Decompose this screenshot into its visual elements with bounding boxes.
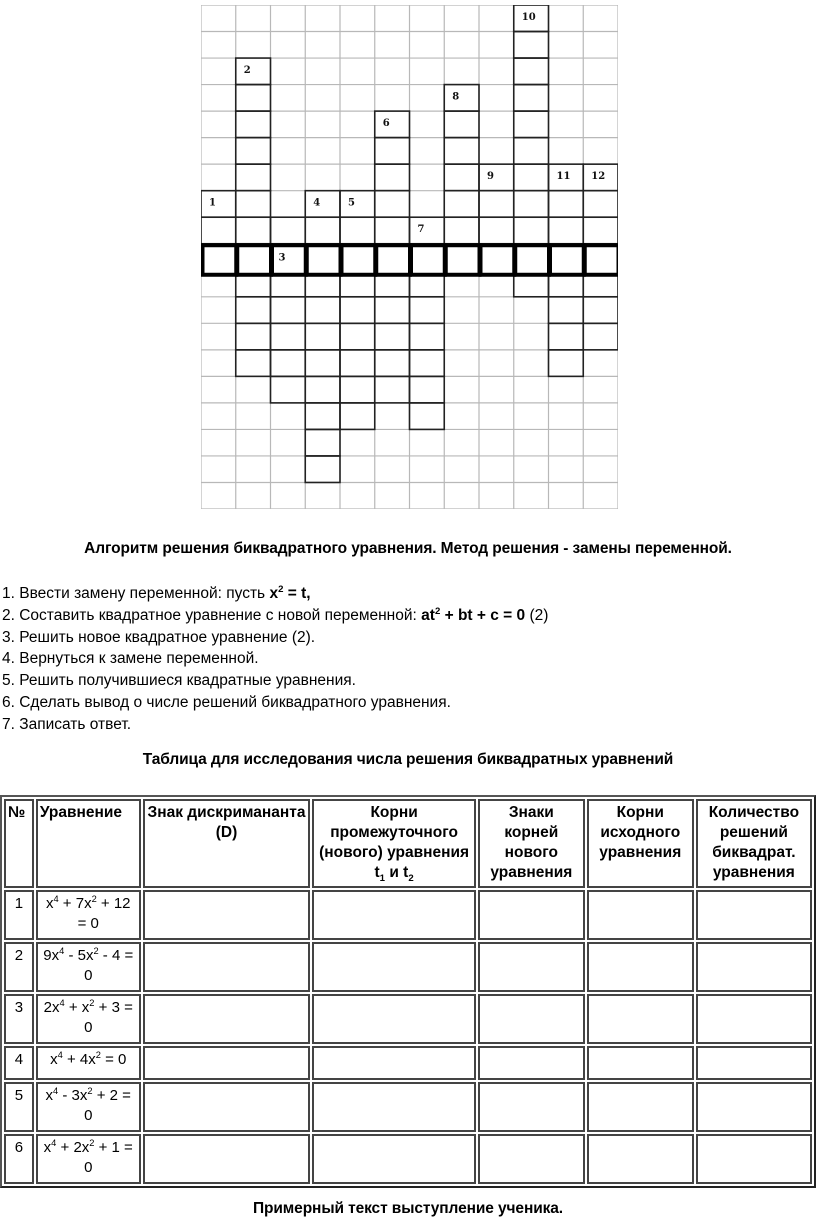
crossword-cell[interactable]: [410, 297, 445, 324]
crossword-cell[interactable]: [375, 297, 410, 324]
crossword-cell[interactable]: [549, 217, 584, 244]
cell-discriminant-sign[interactable]: [143, 890, 311, 940]
algorithm-step: 7. Записать ответ.: [2, 715, 132, 733]
cell-discriminant-sign[interactable]: [143, 942, 311, 992]
cell-original-roots[interactable]: [587, 994, 694, 1044]
crossword-cell[interactable]: [271, 350, 306, 377]
algorithm-step: 2. Составить квадратное уравнение с новой переменной: $at^2$ + bt + c = 0 (2): [2, 605, 549, 624]
crossword-cell[interactable]: [375, 217, 410, 244]
crossword-cell[interactable]: [444, 191, 479, 218]
header-root-signs: Знаки корней нового уравнения: [478, 799, 585, 888]
keyword-cell[interactable]: [272, 245, 306, 275]
cell-intermediate-roots[interactable]: [312, 1134, 476, 1184]
crossword-cell[interactable]: [305, 191, 340, 218]
crossword-cell[interactable]: [375, 376, 410, 403]
row-number: 1: [4, 890, 34, 940]
crossword-cell[interactable]: [444, 138, 479, 165]
cell-root-signs[interactable]: [478, 994, 585, 1044]
algorithm-step: 4. Вернуться к замене переменной.: [2, 650, 259, 668]
crossword-cell[interactable]: [340, 350, 375, 377]
crossword-cell[interactable]: [340, 403, 375, 430]
clue-number: 9: [487, 171, 494, 183]
algorithm-step: 1. Ввести замену переменной: пусть $x^2 = t$,: [2, 583, 311, 602]
crossword-cell[interactable]: [444, 85, 479, 112]
crossword-cell[interactable]: [375, 350, 410, 377]
crossword-cell[interactable]: [236, 58, 271, 85]
crossword-cell[interactable]: [236, 191, 271, 218]
table-row: [4, 1046, 812, 1080]
crossword-cell[interactable]: [410, 376, 445, 403]
header-intermediate-roots: Корни промежуточного (нового) уравнения $t_1$ и $t_2$: [312, 799, 476, 888]
crossword-cell[interactable]: [410, 217, 445, 244]
crossword-cell[interactable]: [444, 217, 479, 244]
cell-discriminant-sign[interactable]: [143, 1134, 311, 1184]
keyword-cell[interactable]: [237, 245, 271, 275]
cell-discriminant-sign[interactable]: [143, 994, 311, 1044]
cell-root-signs[interactable]: [478, 1046, 585, 1080]
crossword-cell[interactable]: [479, 164, 514, 191]
header-solution-count: Количество решений биквадрат. уравнения: [696, 799, 812, 888]
table-row: [4, 890, 812, 940]
cell-intermediate-roots[interactable]: [312, 942, 476, 992]
clue-number: 12: [591, 171, 606, 183]
crossword-cell[interactable]: [340, 191, 375, 218]
crossword-cell[interactable]: [305, 323, 340, 350]
crossword-cell[interactable]: [549, 350, 584, 377]
algorithm-step: 6. Сделать вывод о числе решений биквадратного уравнения.: [2, 693, 451, 711]
crossword-cell[interactable]: [305, 429, 340, 456]
header-original-roots: Корни исходного уравнения: [587, 799, 694, 888]
keyword-cell[interactable]: [446, 245, 480, 275]
crossword-cell[interactable]: [236, 217, 271, 244]
crossword-cell[interactable]: [201, 217, 236, 244]
crossword-cell[interactable]: [444, 164, 479, 191]
crossword-cell[interactable]: [410, 323, 445, 350]
cell-solution-count[interactable]: [696, 890, 812, 940]
speech-title: Примерный текст выступление ученика.: [252, 1200, 564, 1217]
clue-number: 3: [278, 252, 286, 264]
clue-number: 2: [243, 65, 251, 77]
row-number: 6: [4, 1134, 34, 1184]
cell-solution-count[interactable]: [696, 1046, 812, 1080]
keyword-cell[interactable]: [585, 245, 618, 275]
clue-number: 6: [382, 118, 390, 130]
crossword-cell[interactable]: [583, 217, 618, 244]
clue-number: 4: [313, 197, 321, 209]
crossword-cell[interactable]: [236, 138, 271, 165]
keyword-cell[interactable]: [342, 245, 376, 275]
row-equation: $x^4 + 2x^2 + 1 = 0$: [36, 1134, 141, 1184]
crossword-cell[interactable]: [410, 403, 445, 430]
cell-original-roots[interactable]: [587, 942, 694, 992]
crossword-cell[interactable]: [583, 191, 618, 218]
table-title: Таблица для исследования числа решения биквадратных уравнений: [142, 751, 674, 768]
crossword-cell[interactable]: [340, 217, 375, 244]
row-number: 5: [4, 1082, 34, 1132]
cell-root-signs[interactable]: [478, 890, 585, 940]
cell-discriminant-sign[interactable]: [143, 1082, 311, 1132]
crossword-cell[interactable]: [583, 323, 618, 350]
table-row: [4, 942, 812, 992]
cell-original-roots[interactable]: [587, 890, 694, 940]
crossword-cell[interactable]: [514, 32, 549, 59]
study-table: [0, 795, 816, 1188]
table-row: [4, 1134, 812, 1184]
crossword-cell[interactable]: [410, 350, 445, 377]
row-number: 4: [4, 1046, 34, 1080]
crossword-cell[interactable]: [305, 456, 340, 483]
cell-solution-count[interactable]: [696, 942, 812, 992]
crossword-cell[interactable]: [271, 217, 306, 244]
header-equation: Уравнение: [36, 799, 141, 888]
crossword-cell[interactable]: [479, 217, 514, 244]
algorithm-steps: [2, 583, 548, 736]
cell-solution-count[interactable]: [696, 1082, 812, 1132]
clue-number: 8: [452, 91, 460, 103]
crossword-cell[interactable]: [514, 191, 549, 218]
crossword-cell[interactable]: [340, 297, 375, 324]
keyword-cell[interactable]: [411, 245, 445, 275]
crossword-cell[interactable]: [236, 297, 271, 324]
cell-intermediate-roots[interactable]: [312, 994, 476, 1044]
crossword-cell[interactable]: [375, 138, 410, 165]
crossword-cell[interactable]: [236, 85, 271, 112]
crossword-cell[interactable]: [514, 217, 549, 244]
crossword-cell[interactable]: [375, 191, 410, 218]
crossword-cell[interactable]: [271, 376, 306, 403]
row-number: 3: [4, 994, 34, 1044]
clue-number: 7: [417, 224, 425, 236]
table-row: [4, 994, 812, 1044]
crossword-cell[interactable]: [549, 323, 584, 350]
cell-discriminant-sign[interactable]: [143, 1046, 311, 1080]
cell-original-roots[interactable]: [587, 1046, 694, 1080]
crossword-cell[interactable]: [201, 191, 236, 218]
crossword-cell[interactable]: [271, 323, 306, 350]
clue-number: 10: [521, 12, 536, 23]
row-equation: $x^4 + 4x^2 = 0$: [36, 1046, 141, 1080]
keyword-cell[interactable]: [481, 245, 515, 275]
cell-solution-count[interactable]: [696, 1134, 812, 1184]
cell-root-signs[interactable]: [478, 942, 585, 992]
crossword-cell[interactable]: [236, 350, 271, 377]
row-equation: $x^4 + 7x^2 + 12 = 0$: [36, 890, 141, 940]
row-equation: $9x^4 - 5x^2 - 4 = 0$: [36, 942, 141, 992]
crossword-svg: [201, 5, 618, 509]
cell-intermediate-roots[interactable]: [312, 1082, 476, 1132]
keyword-cell[interactable]: [515, 245, 549, 275]
cell-root-signs[interactable]: [478, 1134, 585, 1184]
crossword-cell[interactable]: [514, 164, 549, 191]
crossword-cell[interactable]: [236, 323, 271, 350]
keyword-cell[interactable]: [203, 245, 237, 275]
clue-number: 11: [556, 171, 571, 183]
clue-number: 1: [209, 197, 216, 209]
crossword-cell[interactable]: [375, 111, 410, 138]
crossword-cell[interactable]: [305, 403, 340, 430]
crossword-cell[interactable]: [444, 111, 479, 138]
table-row: [4, 1082, 812, 1132]
row-equation: $x^4 - 3x^2 + 2 = 0$: [36, 1082, 141, 1132]
header-discriminant-sign: Знак дискримананта (D): [143, 799, 311, 888]
crossword-cell[interactable]: [514, 58, 549, 85]
cell-solution-count[interactable]: [696, 994, 812, 1044]
crossword-cell[interactable]: [549, 297, 584, 324]
crossword-cell[interactable]: [514, 85, 549, 112]
algorithm-title: Алгоритм решения биквадратного уравнения. Метод решения - замены переменной.: [84, 540, 732, 557]
keyword-cell[interactable]: [376, 245, 410, 275]
crossword-cell[interactable]: [479, 191, 514, 218]
algorithm-step: 5. Решить получившиеся квадратные уравнения.: [2, 672, 356, 690]
crossword-cell[interactable]: [514, 138, 549, 165]
crossword-cell[interactable]: [305, 297, 340, 324]
keyword-cell[interactable]: [550, 245, 584, 275]
crossword-grid: [201, 5, 618, 509]
cell-original-roots[interactable]: [587, 1134, 694, 1184]
cell-original-roots[interactable]: [587, 1082, 694, 1132]
crossword-cell[interactable]: [305, 350, 340, 377]
crossword-cell[interactable]: [340, 376, 375, 403]
crossword-cell[interactable]: [340, 323, 375, 350]
algorithm-step: 3. Решить новое квадратное уравнение (2).: [2, 628, 316, 646]
crossword-cell[interactable]: [271, 297, 306, 324]
row-number: 2: [4, 942, 34, 992]
crossword-cell[interactable]: [375, 323, 410, 350]
crossword-cell[interactable]: [305, 217, 340, 244]
clue-number: 5: [348, 197, 355, 209]
cell-root-signs[interactable]: [478, 1082, 585, 1132]
table-header-row: [4, 799, 812, 888]
keyword-cell[interactable]: [307, 245, 341, 275]
crossword-cell[interactable]: [375, 164, 410, 191]
row-equation: $2x^4 + x^2 + 3 = 0$: [36, 994, 141, 1044]
cell-intermediate-roots[interactable]: [312, 890, 476, 940]
crossword-cell[interactable]: [514, 111, 549, 138]
crossword-cell[interactable]: [549, 191, 584, 218]
header-number: №: [4, 799, 34, 888]
crossword-cell[interactable]: [583, 297, 618, 324]
crossword-cell[interactable]: [305, 376, 340, 403]
crossword-cell[interactable]: [236, 111, 271, 138]
cell-intermediate-roots[interactable]: [312, 1046, 476, 1080]
crossword-cell[interactable]: [236, 164, 271, 191]
